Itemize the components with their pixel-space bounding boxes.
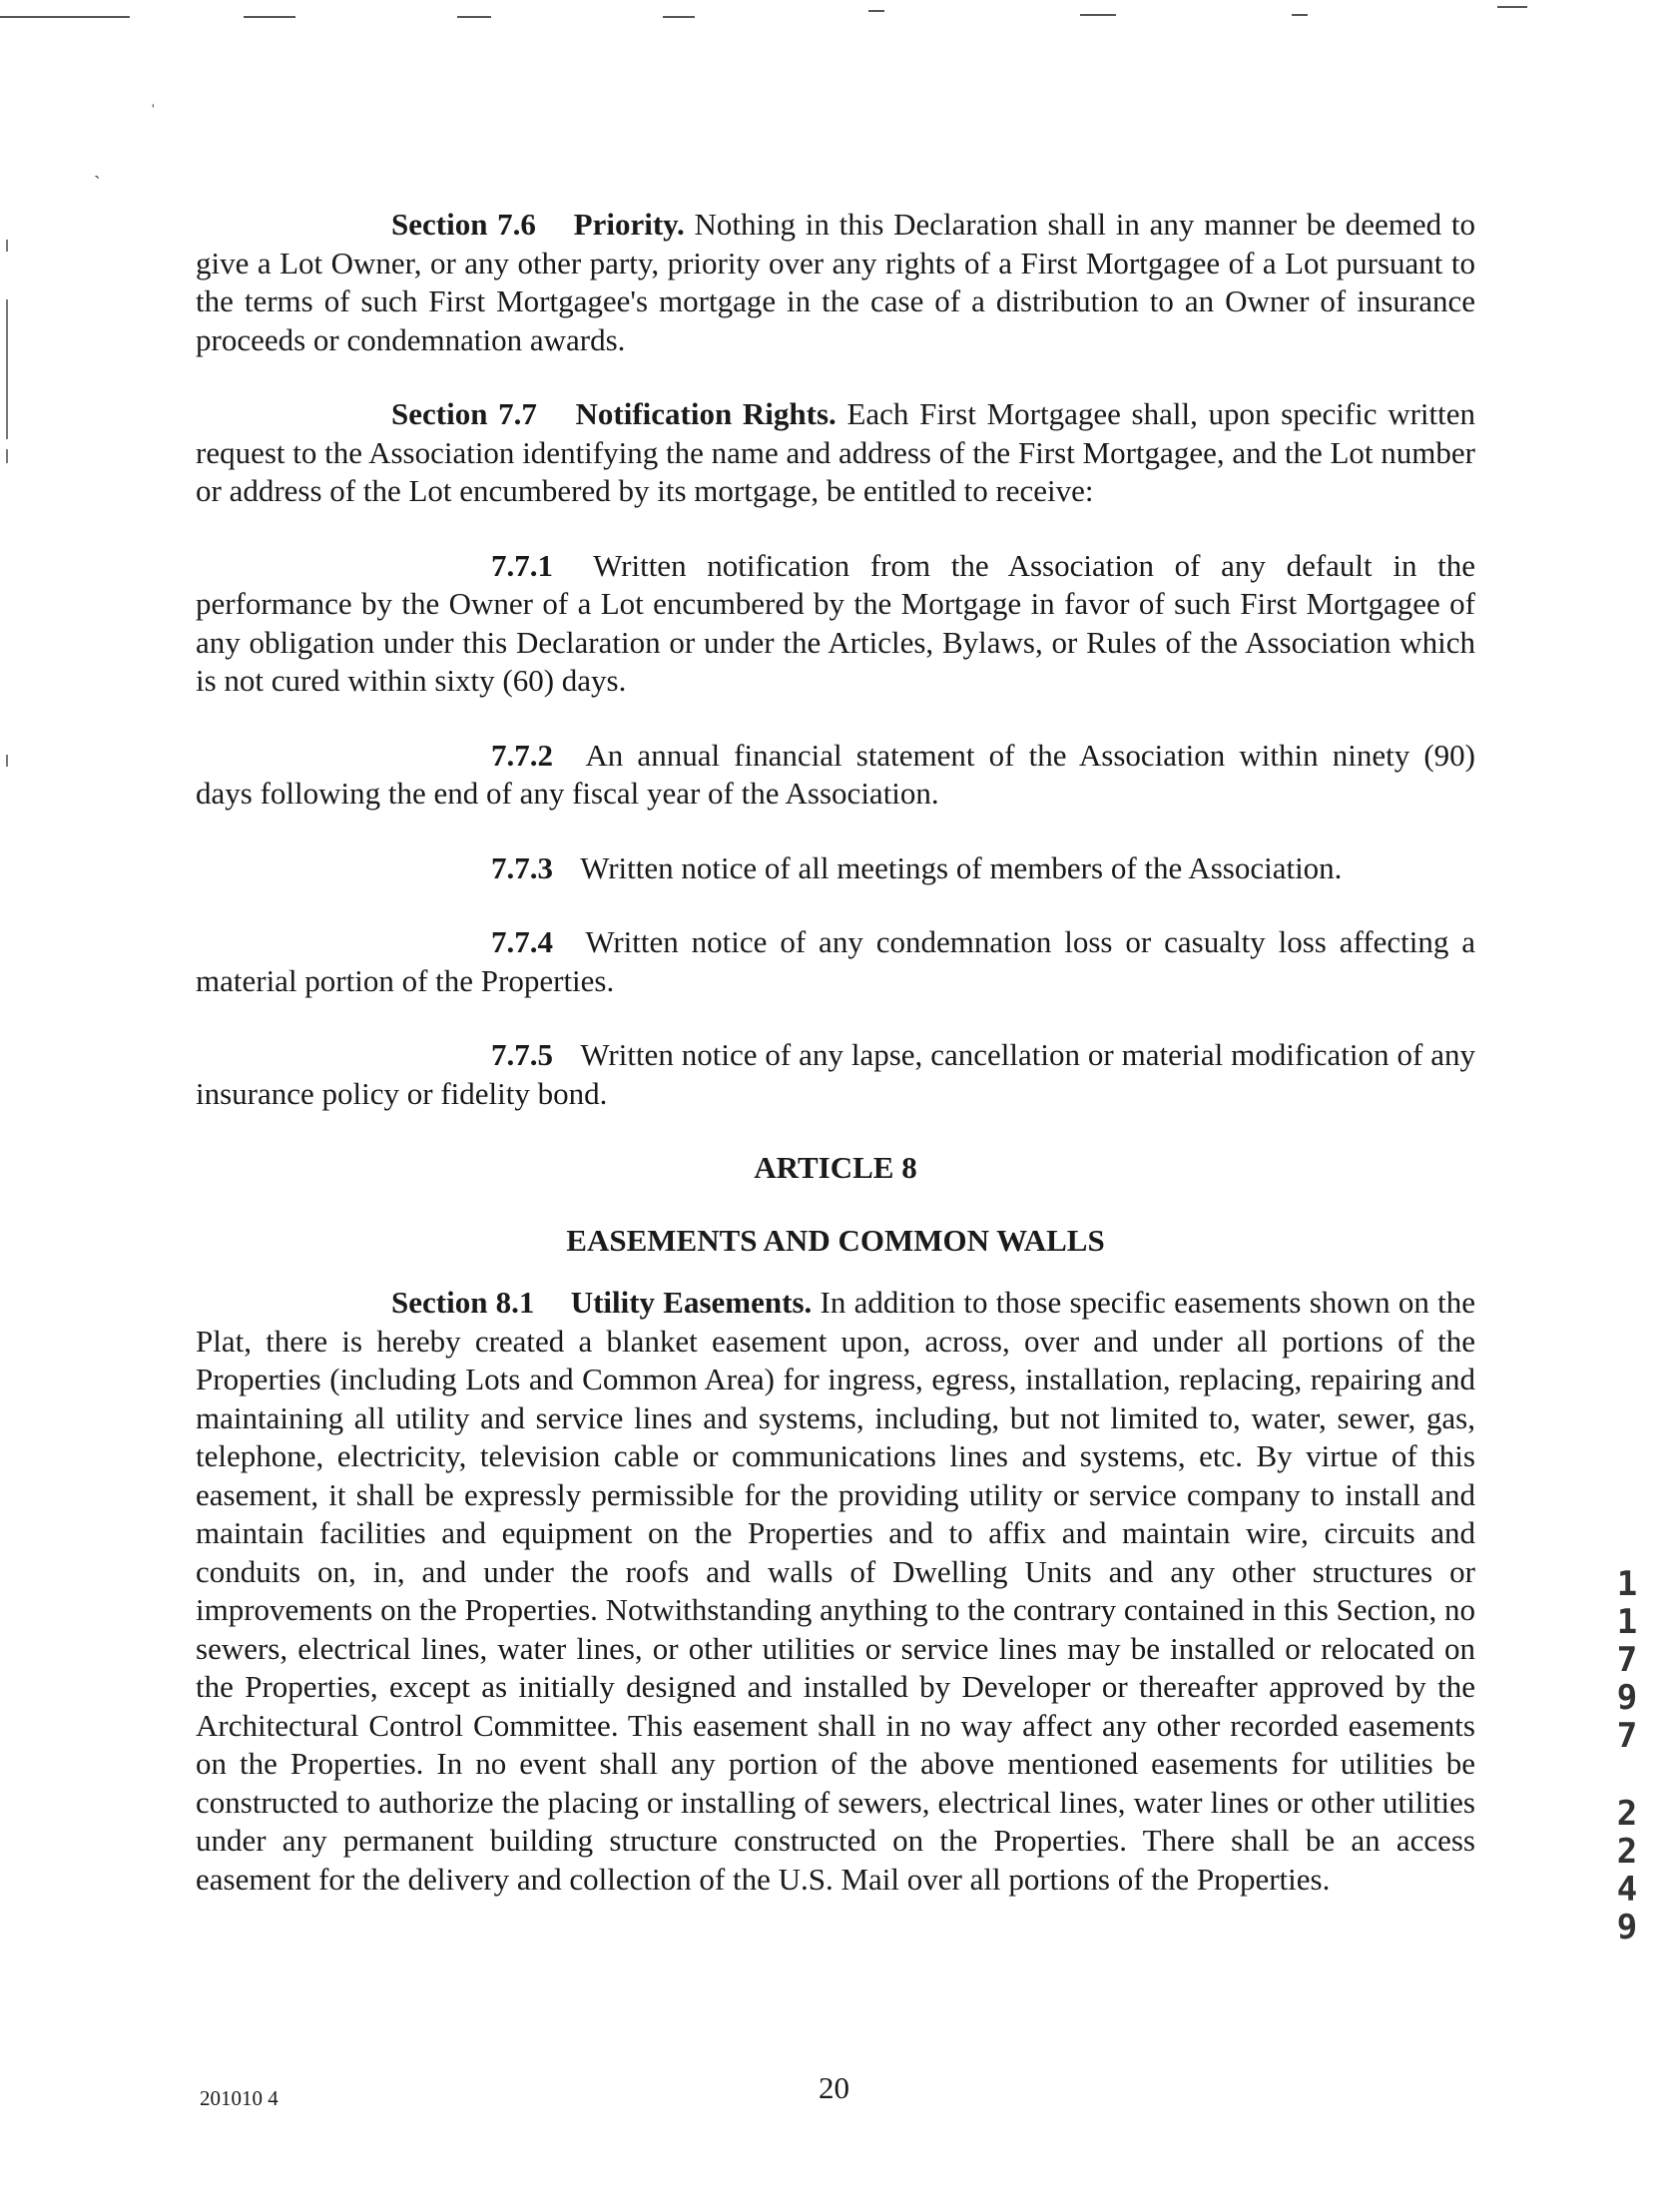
subsection-body: Written notification from the Association of any default in the performance by the Owner of a Lot encumbered by the Mortgage in favor of such First Mortgagee of any obligation under this Declaration or under the Articles, Bylaws, or Rules of the Association which is not cured within sixty (60) days. (196, 547, 1475, 698)
document-body (196, 206, 1475, 1899)
document-code: 201010 4 (200, 2086, 279, 2110)
article-label: ARTICLE 8 (754, 1150, 917, 1185)
stamp-digit: 7 (1616, 1716, 1638, 1756)
article-title: EASEMENTS AND COMMON WALLS (566, 1222, 1105, 1258)
margin-artifact (6, 755, 8, 767)
section-7-6 (196, 206, 1475, 359)
subsection-7-7-4 (196, 923, 1475, 1000)
subsection-number: 7.7.2 (491, 737, 553, 773)
section-8-1 (196, 1284, 1475, 1899)
subsection-body: Written notice of any condemnation loss or casualty loss affecting a material portion of the Properties. (196, 924, 1475, 998)
scan-line-artifact (0, 16, 130, 18)
scan-speck-artifact: ˌ (150, 86, 157, 108)
subsection-7-7-1 (196, 547, 1475, 701)
section-body: Each First Mortgagee shall, upon specific written request to the Association identifying the name and address of the First Mortgagee, and the Lot number or address of the Lot encumbered by its mortgage, be entitled to receive: (196, 396, 1476, 508)
scan-line-artifact (244, 16, 295, 18)
stamp-digit: 9 (1616, 1678, 1638, 1718)
subsection-body: Written notice of any lapse, cancellation or material modification of any insurance policy or fidelity bond. (196, 1037, 1475, 1111)
subsection-number: 7.7.3 (491, 849, 553, 885)
stamp-digit: 1 (1616, 1602, 1638, 1642)
stamp-digit: 2 (1616, 1794, 1638, 1834)
scan-line-artifact (663, 16, 695, 18)
stamp-digit: 9 (1616, 1908, 1638, 1947)
stamp-digit: 4 (1616, 1870, 1638, 1910)
subsection-body: Written notice of all meetings of members of the Association. (580, 849, 1343, 885)
subsection-7-7-2 (196, 737, 1475, 814)
section-heading: Priority. (573, 207, 685, 242)
margin-artifact (6, 449, 8, 463)
subsection-7-7-3 (196, 849, 1475, 888)
section-number: Section 7.7 (391, 396, 537, 431)
margin-artifact (6, 240, 8, 252)
subsection-number: 7.7.5 (491, 1037, 553, 1072)
section-7-7 (196, 395, 1475, 511)
subsection-body: An annual financial statement of the Association within ninety (90) days following the end of any fiscal year of the Association. (196, 737, 1475, 811)
section-body: In addition to those specific easements shown on the Plat, there is hereby created a blanket easement upon, across, over and under all portions of the Properties (including Lots and Common Area) for ingress, egress, installation, replacing, repairing and maintaining all utility and service lines and systems, including, but not limited to, water, sewer, gas, telephone, electricity, television cable or communications lines and systems, etc. By virtue of this easement, it shall be expressly permissible for the providing utility or service company to install and maintain facilities and equipment on the Properties and to affix and maintain wire, circuits and conduits on, in, and under the roofs and walls of Dwelling Units and any other structures or improvements on the Properties. Notwithstanding anything to the contrary contained in this Section, no sewers, electrical lines, water lines, or other utilities or service lines may be installed or relocated on the Properties, except as initially designed and installed by Developer or thereafter approved by the Architectural Control Committee. This easement shall in no way affect any other recorded easements on the Properties. In no event shall any portion of the above mentioned easements for utilities be constructed to authorize the placing or installing of sewers, electrical lines, water lines or other utilities under any permanent building structure constructed on the Properties. There shall be an access easement for the delivery and collection of the U.S. Mail over all portions of the Properties. (196, 1285, 1476, 1897)
scan-line-artifact (868, 10, 884, 12)
stamp-digit: 2 (1616, 1832, 1638, 1872)
stamp-gap (1609, 1755, 1645, 1795)
stamp-digit: 1 (1616, 1564, 1638, 1604)
section-number: Section 7.6 (391, 207, 536, 242)
section-heading: Notification Rights. (575, 396, 836, 431)
section-heading: Utility Easements. (570, 1285, 813, 1320)
section-body: Nothing in this Declaration shall in any manner be deemed to give a Lot Owner, or any other party, priority over any rights of a First Mortgagee of a Lot pursuant to the terms of such First Mortgagee's mortgage in the case of a distribution to an Owner of insurance proceeds or condemnation awards. (196, 207, 1475, 357)
section-number: Section 8.1 (391, 1285, 535, 1320)
page-number: 20 (819, 2070, 849, 2105)
scan-line-artifact (1292, 14, 1308, 16)
scan-line-artifact (1080, 14, 1116, 16)
subsection-number: 7.7.4 (491, 924, 553, 959)
recording-number-stamp (1609, 1565, 1645, 1946)
scan-line-artifact (457, 16, 491, 18)
subsection-number: 7.7.1 (491, 547, 553, 583)
scan-speck-artifact: ˴ (94, 164, 101, 186)
subsection-7-7-5 (196, 1036, 1475, 1113)
scan-line-artifact (1497, 6, 1527, 8)
margin-artifact (6, 299, 8, 439)
stamp-digit: 7 (1616, 1640, 1638, 1680)
